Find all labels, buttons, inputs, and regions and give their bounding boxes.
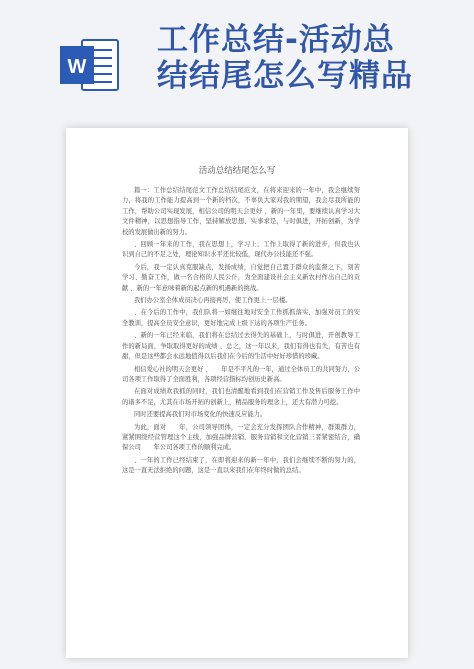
paragraph: 在面对成绩欢我抓的同时，我们也清醒地看到我们在营销工作及售后服务工作中的诸多不足，尤其在市场开拓的创新上，精品服务的理念上，还大有潜力可挖。 [122, 388, 360, 406]
paragraph: 篇一：工作总结结尾范文工作总结结尾范文，在将来迎来的一年中，我会继续努力，将我的工作能力提高到一个新的档次，不辜负大家对我的期望，我会尽我所能的工作，帮助公司实现发展，相信公司的明天会更好 、新的一年里，要继续认真学习大文件精神，以思想指导工作，坚持解放思想、实事求是，与时俱进，开拓创新，为学校的发展做出新的努力。 [122, 187, 360, 236]
document-page [66, 128, 408, 658]
paragraph: 今后，我一定认真克服缺点，发扬成绩，自觉把自己置于群众的监督之下，刻苦学习、勤奋工作，做一名合格的人民公仆，为全面建设社会主义新农村作出自己的贡献 、新的一年意味着新的起点新的机遇新的挑战。 [122, 263, 360, 292]
word-document-icon [58, 36, 120, 94]
page-title-line-1: 工作总结-活动总 [157, 22, 395, 58]
paragraph: 为此，面对 年，公司领导团体，一定会充分发挥团队合作精神，群策群力，紧紧围绕经营管理这个主线，加强品牌营销、服务营销和文化营销三者紧密结合，确保公司 年公司各项工作的顺利完成。 [122, 423, 360, 452]
page-title [157, 22, 457, 94]
paragraph: 同时还要提高我们对市场变化的快速反应能力。 [134, 411, 267, 419]
document-heading: 活动总结结尾怎么写 [198, 166, 276, 176]
paragraph: 、一年的工作已经结束了，在即将迎来的新一年中，我们会继续不断的努力的，这是一直无法拒绝的问题，这是一直以来我们在年终时做的总结。 [122, 456, 360, 475]
document-body [122, 186, 360, 479]
paragraph: 、回顾一年来的工作，我在思想上，学习上、工作上取得了新的进步，但我也认识到自己的不足之处，理论知识水平还比较低，现代办公技能还不强。 [122, 241, 360, 259]
page-title-line-2: 结结尾怎么写精品 [157, 58, 413, 94]
word-icon-letter: W [67, 56, 87, 78]
paragraph: 相信爱心社的明天会更好 、 年是不平凡的一年，通过全体员工的共同努力，公司各项工作取得了全面胜利，各项经营指标均创历史新高。 [122, 365, 360, 383]
paragraph: 我们办公室全体成员决心再接再厉，使工作更上一层楼。 [134, 297, 292, 305]
banner [0, 0, 474, 118]
paragraph: 、在今后的工作中，我们队将一如继往地对安全工作抓抓落实，加强对员工的安全教训，提高全员安全意识，更好地完成上级下达的各项生产任务。 [122, 309, 360, 327]
paragraph: 、新的一年已经来临，我们将在总结过去得失的基础上，与时俱进，开创教导工作的新局面，争取取得更好的成绩 、总之，这一年以来，我们有得也有失，有苦也有甜，但是这些都会永远地值得以后我们在今后的生活中好好珍惜的珍藏。 [122, 332, 360, 361]
